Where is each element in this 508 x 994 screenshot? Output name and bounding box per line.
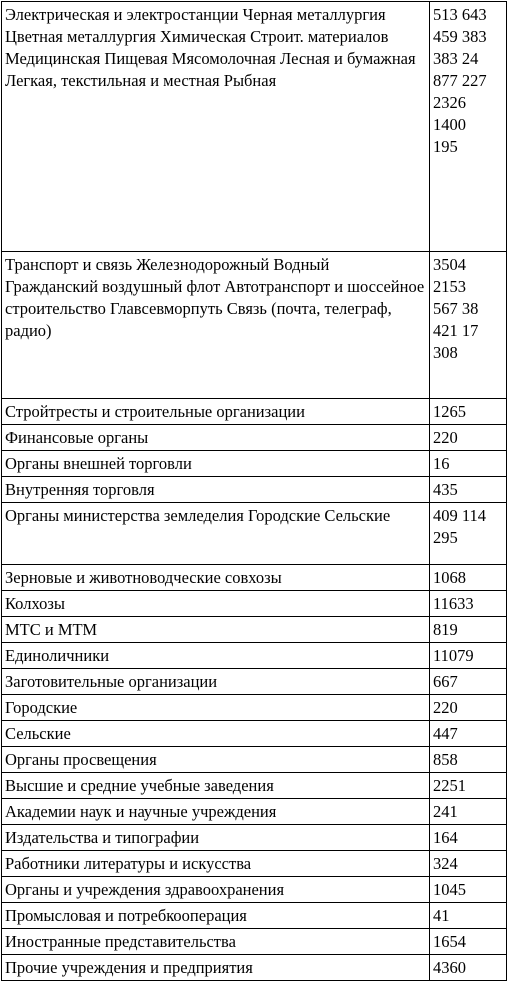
row-label: Прочие учреждения и предприятия xyxy=(2,955,430,981)
row-label: Заготовительные организации xyxy=(2,669,430,695)
row-value: 409 114 xyxy=(433,506,487,525)
table-row xyxy=(2,425,507,451)
row-value: 16 xyxy=(430,451,507,477)
row-value: 1654 xyxy=(430,929,507,955)
row-value: 513 643 xyxy=(433,5,487,24)
row-label: МТС и МТМ xyxy=(2,617,430,643)
table-row xyxy=(2,799,507,825)
row-value: 1068 xyxy=(430,565,507,591)
row-label: Зерновые и животноводческие совхозы xyxy=(2,565,430,591)
table-row xyxy=(2,399,507,425)
table-row xyxy=(2,477,507,503)
row-value: 308 xyxy=(433,343,458,362)
table-row xyxy=(2,721,507,747)
table-row xyxy=(2,695,507,721)
row-value: 295 xyxy=(433,528,458,547)
row-label: Работники литературы и искусства xyxy=(2,851,430,877)
table-row xyxy=(2,747,507,773)
row-value: 11633 xyxy=(430,591,507,617)
row-value: 459 383 xyxy=(433,27,487,46)
row-label: Иностранные представительства xyxy=(2,929,430,955)
row-value: 220 xyxy=(430,425,507,451)
row-value: 11079 xyxy=(430,643,507,669)
table-row xyxy=(2,591,507,617)
row-label: Органы внешней торговли xyxy=(2,451,430,477)
row-value: 324 xyxy=(430,851,507,877)
row-values xyxy=(430,252,507,399)
row-label: Сельские xyxy=(2,721,430,747)
row-label: Финансовые органы xyxy=(2,425,430,451)
table-row xyxy=(2,877,507,903)
row-label: Органы просвещения xyxy=(2,747,430,773)
row-value: 421 17 xyxy=(433,321,479,340)
row-value: 819 xyxy=(430,617,507,643)
data-table xyxy=(1,1,507,981)
table-row xyxy=(2,929,507,955)
table-row xyxy=(2,903,507,929)
row-value: 3504 xyxy=(433,255,466,274)
row-value: 2326 xyxy=(433,93,466,112)
row-label: Промысловая и потребкооперация xyxy=(2,903,430,929)
row-label: Органы и учреждения здравоохранения xyxy=(2,877,430,903)
row-label: Внутренняя торговля xyxy=(2,477,430,503)
row-value: 41 xyxy=(430,903,507,929)
row-label: Стройтресты и строительные организации xyxy=(2,399,430,425)
row-value: 195 xyxy=(433,137,458,156)
row-values xyxy=(430,503,507,565)
table-row xyxy=(2,252,507,399)
row-value: 4360 xyxy=(430,955,507,981)
row-value: 220 xyxy=(430,695,507,721)
row-value: 383 24 xyxy=(433,49,479,68)
row-label: Транспорт и связь Железнодорожный Водный Гражданский воздушный флот Автотранспорт и шоссейное строительство Главсевморпуть Связь (почта, телеграф, радио) xyxy=(2,252,430,399)
table-row xyxy=(2,825,507,851)
table-row xyxy=(2,669,507,695)
table-row xyxy=(2,451,507,477)
row-label: Единоличники xyxy=(2,643,430,669)
row-value: 1045 xyxy=(430,877,507,903)
row-value: 1400 xyxy=(433,115,466,134)
row-value: 447 xyxy=(430,721,507,747)
table-row xyxy=(2,2,507,252)
row-label: Колхозы xyxy=(2,591,430,617)
row-value: 667 xyxy=(430,669,507,695)
row-value: 877 227 xyxy=(433,71,487,90)
table-row xyxy=(2,617,507,643)
row-value: 2153 xyxy=(433,277,466,296)
row-values xyxy=(430,2,507,252)
row-label: Электрическая и электростанции Черная металлургия Цветная металлургия Химическая Строит. материалов Медицинская Пищевая Мясомолочная Лесная и бумажная Легкая, текстильная и местная Рыбная xyxy=(2,2,430,252)
row-label: Высшие и средние учебные заведения xyxy=(2,773,430,799)
row-value: 241 xyxy=(430,799,507,825)
row-value: 2251 xyxy=(430,773,507,799)
row-label: Городские xyxy=(2,695,430,721)
table-row xyxy=(2,773,507,799)
row-value: 567 38 xyxy=(433,299,479,318)
table-row xyxy=(2,851,507,877)
row-label: Органы министерства земледелия Городские Сельские xyxy=(2,503,430,565)
row-value: 858 xyxy=(430,747,507,773)
table-row xyxy=(2,503,507,565)
row-value: 1265 xyxy=(430,399,507,425)
row-label: Издательства и типографии xyxy=(2,825,430,851)
row-value: 435 xyxy=(430,477,507,503)
row-value: 164 xyxy=(430,825,507,851)
table-row xyxy=(2,565,507,591)
table-row xyxy=(2,643,507,669)
row-label: Академии наук и научные учреждения xyxy=(2,799,430,825)
table-row xyxy=(2,955,507,981)
